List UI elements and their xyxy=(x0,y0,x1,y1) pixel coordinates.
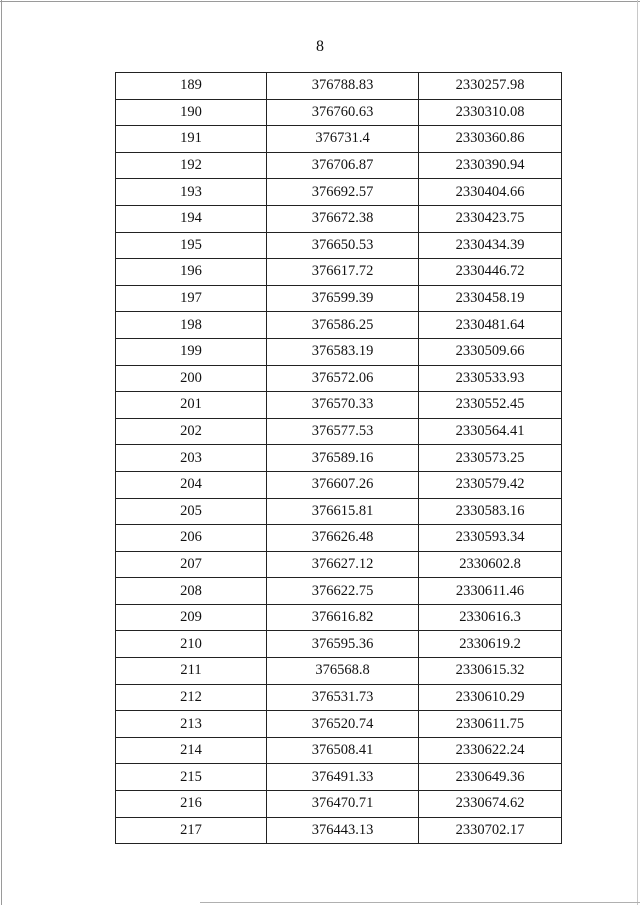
table-row xyxy=(116,498,562,525)
y-coordinate-cell: 2330593.34 xyxy=(419,525,562,552)
coordinate-table-body xyxy=(116,73,562,844)
scan-edge-right xyxy=(637,0,638,905)
table-row xyxy=(116,817,562,844)
table-row xyxy=(116,152,562,179)
x-coordinate-cell: 376595.36 xyxy=(267,631,419,658)
table-row xyxy=(116,684,562,711)
table-row xyxy=(116,525,562,552)
point-number-cell: 217 xyxy=(116,817,267,844)
y-coordinate-cell: 2330509.66 xyxy=(419,338,562,365)
x-coordinate-cell: 376607.26 xyxy=(267,471,419,498)
x-coordinate-cell: 376672.38 xyxy=(267,205,419,232)
table-row xyxy=(116,471,562,498)
x-coordinate-cell: 376570.33 xyxy=(267,392,419,419)
point-number-cell: 198 xyxy=(116,312,267,339)
point-number-cell: 193 xyxy=(116,179,267,206)
x-coordinate-cell: 376572.06 xyxy=(267,365,419,392)
table-row xyxy=(116,418,562,445)
y-coordinate-cell: 2330257.98 xyxy=(419,73,562,100)
x-coordinate-cell: 376627.12 xyxy=(267,551,419,578)
scan-edge-bottom xyxy=(200,902,640,903)
y-coordinate-cell: 2330573.25 xyxy=(419,445,562,472)
page-number: 8 xyxy=(316,38,324,55)
point-number-cell: 216 xyxy=(116,791,267,818)
y-coordinate-cell: 2330610.29 xyxy=(419,684,562,711)
point-number-cell: 194 xyxy=(116,205,267,232)
x-coordinate-cell: 376568.8 xyxy=(267,658,419,685)
x-coordinate-cell: 376617.72 xyxy=(267,259,419,286)
y-coordinate-cell: 2330446.72 xyxy=(419,259,562,286)
point-number-cell: 209 xyxy=(116,604,267,631)
point-number-cell: 204 xyxy=(116,471,267,498)
x-coordinate-cell: 376731.4 xyxy=(267,126,419,153)
y-coordinate-cell: 2330310.08 xyxy=(419,99,562,126)
point-number-cell: 212 xyxy=(116,684,267,711)
y-coordinate-cell: 2330616.3 xyxy=(419,604,562,631)
x-coordinate-cell: 376622.75 xyxy=(267,578,419,605)
scan-edge-left xyxy=(1,0,2,905)
point-number-cell: 213 xyxy=(116,711,267,738)
table-row xyxy=(116,338,562,365)
y-coordinate-cell: 2330360.86 xyxy=(419,126,562,153)
y-coordinate-cell: 2330649.36 xyxy=(419,764,562,791)
y-coordinate-cell: 2330579.42 xyxy=(419,471,562,498)
x-coordinate-cell: 376443.13 xyxy=(267,817,419,844)
point-number-cell: 214 xyxy=(116,737,267,764)
x-coordinate-cell: 376788.83 xyxy=(267,73,419,100)
point-number-cell: 201 xyxy=(116,392,267,419)
table-row xyxy=(116,259,562,286)
y-coordinate-cell: 2330602.8 xyxy=(419,551,562,578)
y-coordinate-cell: 2330533.93 xyxy=(419,365,562,392)
table-row xyxy=(116,179,562,206)
x-coordinate-cell: 376616.82 xyxy=(267,604,419,631)
y-coordinate-cell: 2330458.19 xyxy=(419,285,562,312)
point-number-cell: 197 xyxy=(116,285,267,312)
point-number-cell: 192 xyxy=(116,152,267,179)
y-coordinate-cell: 2330619.2 xyxy=(419,631,562,658)
point-number-cell: 205 xyxy=(116,498,267,525)
table-row xyxy=(116,445,562,472)
x-coordinate-cell: 376586.25 xyxy=(267,312,419,339)
y-coordinate-cell: 2330552.45 xyxy=(419,392,562,419)
point-number-cell: 203 xyxy=(116,445,267,472)
y-coordinate-cell: 2330404.66 xyxy=(419,179,562,206)
y-coordinate-cell: 2330423.75 xyxy=(419,205,562,232)
table-row xyxy=(116,764,562,791)
y-coordinate-cell: 2330702.17 xyxy=(419,817,562,844)
y-coordinate-cell: 2330434.39 xyxy=(419,232,562,259)
y-coordinate-cell: 2330390.94 xyxy=(419,152,562,179)
point-number-cell: 210 xyxy=(116,631,267,658)
point-number-cell: 200 xyxy=(116,365,267,392)
x-coordinate-cell: 376589.16 xyxy=(267,445,419,472)
y-coordinate-cell: 2330481.64 xyxy=(419,312,562,339)
x-coordinate-cell: 376599.39 xyxy=(267,285,419,312)
y-coordinate-cell: 2330622.24 xyxy=(419,737,562,764)
x-coordinate-cell: 376470.71 xyxy=(267,791,419,818)
table-row xyxy=(116,365,562,392)
table-row xyxy=(116,658,562,685)
point-number-cell: 196 xyxy=(116,259,267,286)
x-coordinate-cell: 376706.87 xyxy=(267,152,419,179)
point-number-cell: 207 xyxy=(116,551,267,578)
table-row xyxy=(116,73,562,100)
point-number-cell: 215 xyxy=(116,764,267,791)
y-coordinate-cell: 2330615.32 xyxy=(419,658,562,685)
x-coordinate-cell: 376760.63 xyxy=(267,99,419,126)
x-coordinate-cell: 376577.53 xyxy=(267,418,419,445)
point-number-cell: 208 xyxy=(116,578,267,605)
point-number-cell: 211 xyxy=(116,658,267,685)
coordinate-table xyxy=(115,72,562,844)
point-number-cell: 189 xyxy=(116,73,267,100)
table-row xyxy=(116,551,562,578)
table-row xyxy=(116,232,562,259)
y-coordinate-cell: 2330674.62 xyxy=(419,791,562,818)
point-number-cell: 202 xyxy=(116,418,267,445)
table-row xyxy=(116,737,562,764)
table-row xyxy=(116,126,562,153)
table-row xyxy=(116,791,562,818)
table-row xyxy=(116,285,562,312)
table-row xyxy=(116,99,562,126)
x-coordinate-cell: 376520.74 xyxy=(267,711,419,738)
table-row xyxy=(116,578,562,605)
table-row xyxy=(116,392,562,419)
y-coordinate-cell: 2330611.46 xyxy=(419,578,562,605)
point-number-cell: 206 xyxy=(116,525,267,552)
x-coordinate-cell: 376626.48 xyxy=(267,525,419,552)
x-coordinate-cell: 376508.41 xyxy=(267,737,419,764)
x-coordinate-cell: 376583.19 xyxy=(267,338,419,365)
scan-edge-top xyxy=(0,1,640,2)
table-row xyxy=(116,312,562,339)
point-number-cell: 195 xyxy=(116,232,267,259)
y-coordinate-cell: 2330564.41 xyxy=(419,418,562,445)
y-coordinate-cell: 2330611.75 xyxy=(419,711,562,738)
x-coordinate-cell: 376531.73 xyxy=(267,684,419,711)
point-number-cell: 199 xyxy=(116,338,267,365)
x-coordinate-cell: 376491.33 xyxy=(267,764,419,791)
table-row xyxy=(116,711,562,738)
x-coordinate-cell: 376615.81 xyxy=(267,498,419,525)
y-coordinate-cell: 2330583.16 xyxy=(419,498,562,525)
table-row xyxy=(116,631,562,658)
x-coordinate-cell: 376650.53 xyxy=(267,232,419,259)
point-number-cell: 190 xyxy=(116,99,267,126)
table-row xyxy=(116,205,562,232)
point-number-cell: 191 xyxy=(116,126,267,153)
table-row xyxy=(116,604,562,631)
x-coordinate-cell: 376692.57 xyxy=(267,179,419,206)
